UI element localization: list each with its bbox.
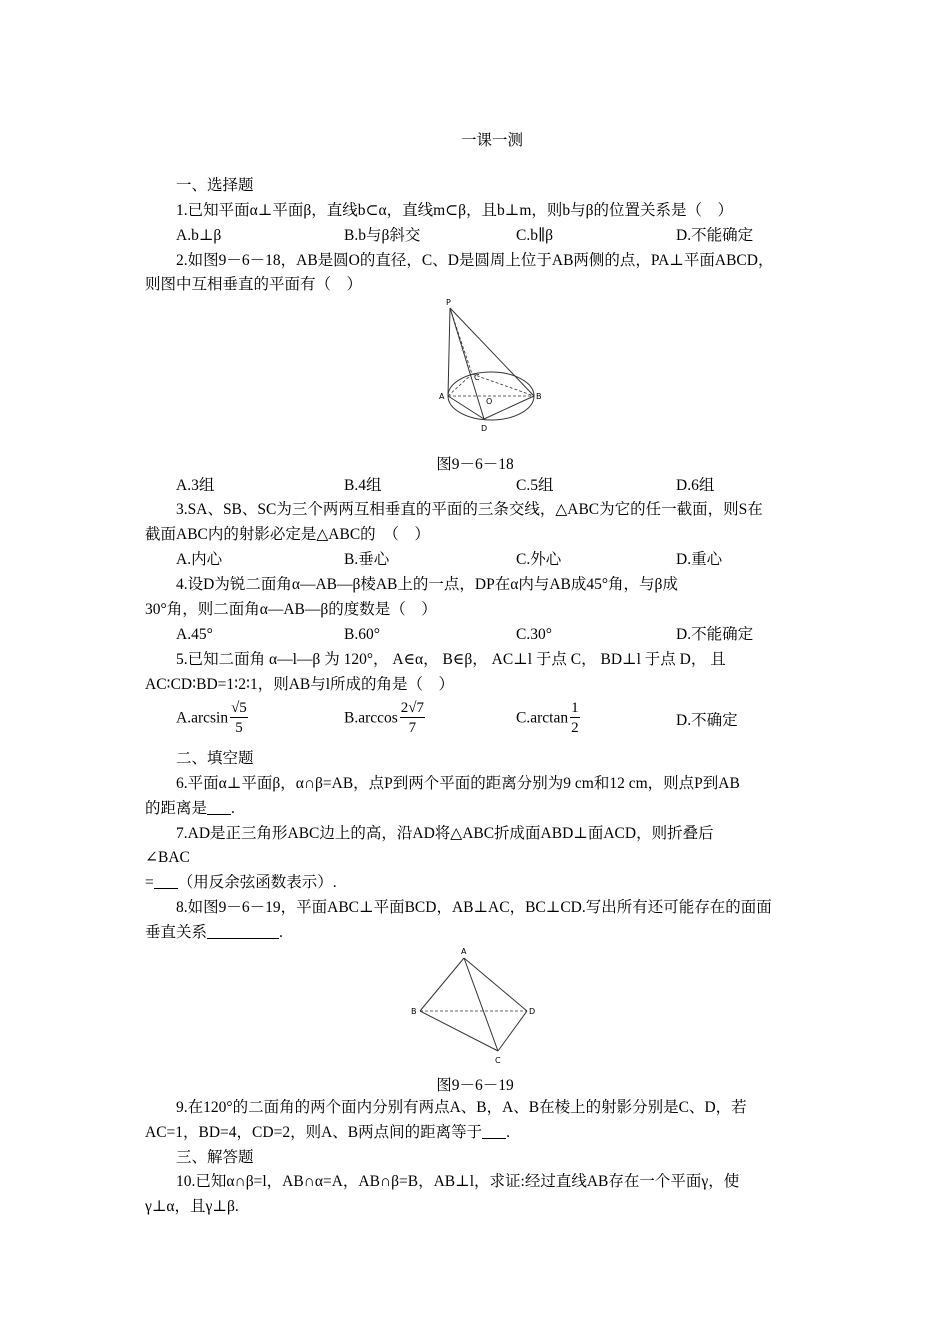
- question-8-line-2: 垂直关系 .: [145, 924, 283, 941]
- q5-option-c-prefix: C.arctan: [516, 709, 569, 727]
- label-b: B: [411, 1007, 417, 1016]
- q5-option-d: D.不确定: [676, 712, 738, 729]
- label-d: D: [481, 424, 488, 433]
- edge-pc: [450, 308, 472, 374]
- section-heading-solve: 三、解答题: [176, 1149, 254, 1166]
- question-3-line-2: 截面ABC内的射影必定是△ABC的 （ ）: [145, 526, 430, 543]
- question-8-line-2-text: 垂直关系: [145, 924, 208, 941]
- q5-option-c-numerator: 1: [571, 700, 579, 716]
- question-4-line-1: 4.设D为锐二面角α—AB—β棱AB上的一点，DP在α内与AB成45°角，与β成: [176, 576, 678, 593]
- question-7-line-1: 7.AD是正三角形ABC边上的高，沿AD将△ABC折成面ABD⊥面ACD，则折叠后: [176, 825, 714, 842]
- question-6-line-2: 的距离是 .: [145, 800, 235, 817]
- question-3-line-1: 3.SA、SB、SC为三个两两互相垂直的平面的三条交线，△ABC为它的任一截面，则S在: [176, 501, 763, 518]
- q5-option-b: [344, 699, 425, 738]
- q5-option-c-fraction: [570, 699, 580, 738]
- edge-bc: [420, 1011, 498, 1051]
- label-p: P: [446, 298, 451, 307]
- q5-option-b-fraction: [400, 699, 425, 738]
- question-9-line-1: 9.在120°的二面角的两个面内分别有两点A、B，A、B在棱上的射影分别是C、D，若: [176, 1099, 747, 1116]
- question-10-line-2: γ⊥α，且γ⊥β.: [145, 1198, 239, 1215]
- q5-option-c: [516, 699, 580, 738]
- q2-option-b: B.4组: [344, 477, 382, 494]
- label-c: C: [495, 1056, 501, 1065]
- q2-option-d: D.6组: [676, 477, 715, 494]
- question-9-line-2-text: AC=1，BD=4，CD=2，则A、B两点间的距离等于: [145, 1124, 483, 1141]
- figure-9-6-18: [435, 296, 550, 436]
- q5-option-b-denominator: 7: [408, 720, 417, 736]
- figure-9-6-19: [408, 944, 543, 1066]
- label-a: A: [461, 947, 467, 956]
- q2-option-a: A.3组: [176, 477, 215, 494]
- page-title: 一课一测: [460, 132, 523, 149]
- question-10-line-1: 10.已知α∩β=l，AB∩α=A，AB∩β=B，AB⊥l，求证:经过直线AB存在一个平面γ，使: [176, 1173, 740, 1190]
- figure-9-6-19-caption: 图9－6－19: [436, 1077, 514, 1094]
- answer-blank-9: [482, 1123, 506, 1139]
- edge-cb: [472, 374, 534, 396]
- q4-option-a: A.45°: [176, 626, 213, 643]
- q1-option-a: A.b⊥β: [176, 227, 222, 244]
- q5-option-a-fraction: [230, 699, 248, 738]
- q5-option-b-prefix: B.arccos: [344, 709, 398, 727]
- q4-option-b: B.60°: [344, 626, 380, 643]
- question-6-line-2-text: 的距离是: [145, 800, 208, 817]
- edge-ac: [448, 374, 472, 396]
- q3-option-a: A.内心: [176, 551, 223, 568]
- edge-pa: [448, 308, 450, 396]
- label-a: A: [439, 392, 445, 401]
- question-1-text: 1.已知平面α⊥平面β，直线b⊂α，直线m⊂β，且b⊥m，则b与β的位置关系是（ ）: [176, 202, 734, 219]
- q5-option-a: [176, 699, 248, 738]
- question-6-line-1: 6.平面α⊥平面β，α∩β=AB，点P到两个平面的距离分别为9 cm和12 cm，则点P到AB: [176, 775, 740, 792]
- question-8-line-1: 8.如图9－6－19，平面ABC⊥平面BCD，AB⊥AC，BC⊥CD.写出所有还可能存在的面面: [176, 899, 772, 916]
- q5-option-a-numerator: √5: [231, 700, 247, 716]
- answer-blank-8: [207, 923, 279, 939]
- q3-option-b: B.垂心: [344, 551, 390, 568]
- question-7-line-3-text: （用反余弦函数表示）.: [177, 874, 337, 891]
- label-b: B: [536, 392, 542, 401]
- q5-option-a-prefix: A.arcsin: [176, 709, 229, 727]
- figure-9-6-18-caption: 图9－6－18: [436, 456, 514, 473]
- q1-option-b: B.b与β斜交: [344, 227, 421, 244]
- q2-option-c: C.5组: [516, 477, 554, 494]
- q3-option-d: D.重心: [676, 551, 723, 568]
- question-2-line-1: 2.如图9－6－18，AB是圆O的直径，C、D是圆周上位于AB两侧的点，PA⊥平面ABCD，: [176, 252, 774, 269]
- question-7-line-2: ∠BAC: [145, 849, 190, 866]
- question-5-line-1: 5.已知二面角 α—l—β 为 120°， A∈α， B∈β， AC⊥l 于点 C， BD⊥l 于点 D， 且: [176, 651, 726, 668]
- answer-blank-6: [207, 799, 231, 815]
- label-o: O: [486, 397, 493, 406]
- q3-option-c: C.外心: [516, 551, 562, 568]
- answer-blank-7: [154, 873, 178, 889]
- label-c: C: [474, 373, 480, 382]
- edge-pb: [450, 308, 534, 396]
- question-9-line-2: AC=1，BD=4，CD=2，则A、B两点间的距离等于 .: [145, 1124, 510, 1141]
- q1-option-c: C.b∥β: [516, 227, 554, 244]
- edge-cd: [498, 1011, 527, 1051]
- question-2-line-2: 则图中互相垂直的平面有（ ）: [145, 276, 363, 293]
- edge-ab: [420, 958, 464, 1011]
- q5-option-a-denominator: 5: [235, 720, 243, 736]
- q5-option-b-numerator: 2√7: [400, 700, 425, 716]
- q1-option-d: D.不能确定: [676, 227, 754, 244]
- q4-option-d: D.不能确定: [676, 626, 754, 643]
- q4-option-c: C.30°: [516, 626, 552, 643]
- question-5-line-2: AC∶CD∶BD=1∶2∶1，则AB与l所成的角是（ ）: [145, 676, 455, 693]
- section-heading-fill: 二、填空题: [176, 750, 254, 767]
- q5-option-c-denominator: 2: [571, 720, 579, 736]
- edge-pd: [450, 308, 484, 419]
- label-d: D: [529, 1007, 536, 1016]
- section-heading-choice: 一、选择题: [176, 177, 254, 194]
- question-4-line-2: 30°角，则二面角α—AB—β的度数是（ ）: [145, 601, 437, 618]
- question-7-line-3: = （用反余弦函数表示）.: [145, 874, 337, 891]
